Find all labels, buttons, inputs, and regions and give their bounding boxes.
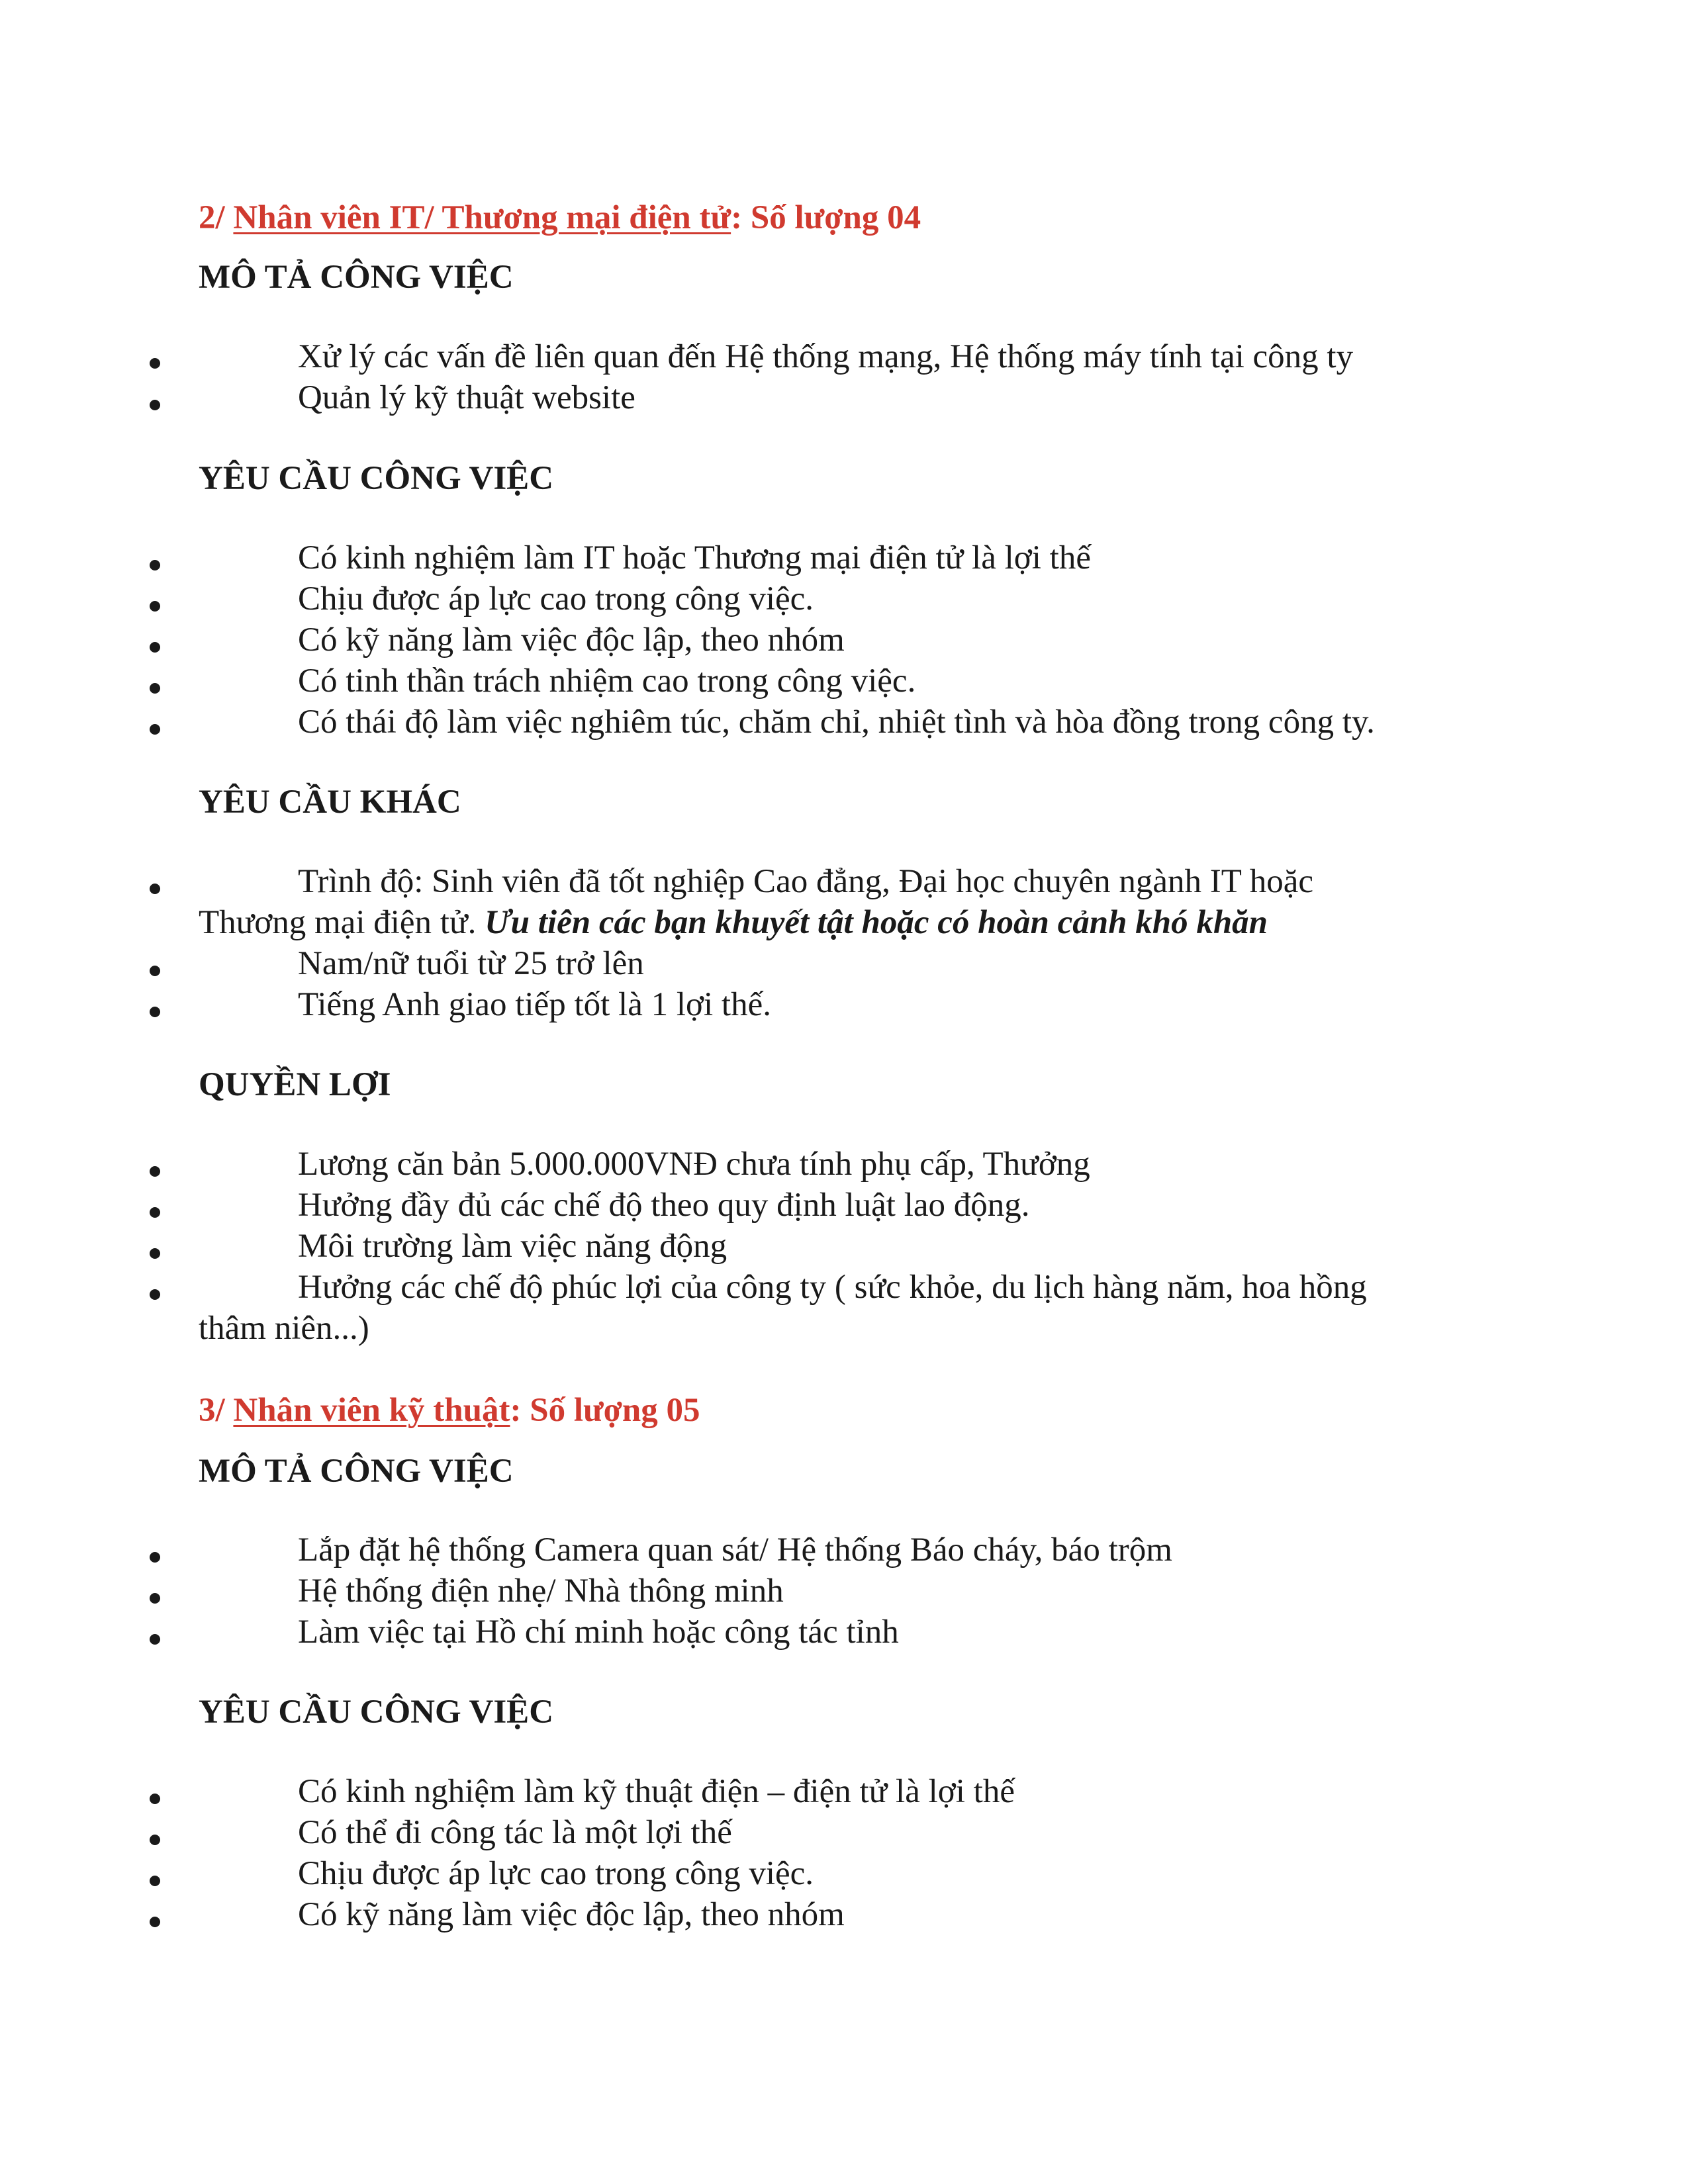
job3-requirement-item: Có thể đi công tác là một lợi thế xyxy=(298,1814,732,1851)
job2-description-item: Xử lý các vấn đề liên quan đến Hệ thống mạng, Hệ thống máy tính tại công ty xyxy=(298,338,1354,375)
job2-benefit-item: Lương căn bản 5.000.000VNĐ chưa tính phụ cấp, Thưởng xyxy=(298,1146,1090,1183)
job2-other-item-line2 xyxy=(199,903,1268,942)
job3-description-item: Hệ thống điện nhẹ/ Nhà thông minh xyxy=(298,1572,784,1610)
job3-requirement-item: Có kinh nghiệm làm kỹ thuật điện – điện tử là lợi thế xyxy=(298,1773,1015,1810)
bullet xyxy=(150,1207,160,1218)
bullet xyxy=(150,601,160,612)
job2-requirements-title: YÊU CẦU CÔNG VIỆC xyxy=(199,460,554,497)
bullet xyxy=(150,966,160,976)
job2-quantity: : Số lượng 04 xyxy=(731,199,921,236)
bullet xyxy=(150,642,160,653)
job3-requirement-item: Có kỹ năng làm việc độc lập, theo nhóm xyxy=(298,1896,845,1933)
job2-heading xyxy=(199,199,921,237)
bullet xyxy=(150,1835,160,1845)
bullet xyxy=(150,1289,160,1300)
job3-number: 3/ xyxy=(199,1392,225,1429)
bullet xyxy=(150,1552,160,1563)
job2-requirement-item: Có kỹ năng làm việc độc lập, theo nhóm xyxy=(298,621,845,659)
job2-number: 2/ xyxy=(199,199,225,236)
job2-benefit-item: Hưởng đầy đủ các chế độ theo quy định luật lao động. xyxy=(298,1187,1030,1224)
job2-benefits-title: QUYỀN LỢI xyxy=(199,1066,391,1103)
job2-benefit-item: Môi trường làm việc năng động xyxy=(298,1228,727,1265)
job2-benefit-item-line1: Hưởng các chế độ phúc lợi của công ty ( sức khỏe, du lịch hàng năm, hoa hồng xyxy=(298,1269,1367,1306)
job2-benefit-item-line2: thâm niên...) xyxy=(199,1310,369,1347)
job2-other-item-emphasis: Ưu tiên các bạn khuyết tật hoặc có hoàn cảnh khó khăn xyxy=(485,904,1268,941)
job2-requirement-item: Chịu được áp lực cao trong công việc. xyxy=(298,580,814,617)
job2-other-title: YÊU CẦU KHÁC xyxy=(199,784,461,821)
job3-description-title: MÔ TẢ CÔNG VIỆC xyxy=(199,1453,514,1490)
job2-requirement-item: Có tinh thần trách nhiệm cao trong công việc. xyxy=(298,662,916,700)
job2-description-title: MÔ TẢ CÔNG VIỆC xyxy=(199,259,514,296)
job3-title: Nhân viên kỹ thuật xyxy=(233,1392,510,1429)
job2-other-item: Nam/nữ tuổi từ 25 trở lên xyxy=(298,945,644,982)
job3-requirements-title: YÊU CẦU CÔNG VIỆC xyxy=(199,1694,554,1731)
bullet xyxy=(150,358,160,369)
job3-description-item: Làm việc tại Hồ chí minh hoặc công tác tỉnh xyxy=(298,1614,899,1651)
job2-other-item-line1: Trình độ: Sinh viên đã tốt nghiệp Cao đẳng, Đại học chuyên ngành IT hoặc xyxy=(298,863,1314,900)
job3-requirement-item: Chịu được áp lực cao trong công việc. xyxy=(298,1855,814,1892)
job2-description-item: Quản lý kỹ thuật website xyxy=(298,379,635,416)
bullet xyxy=(150,1634,160,1645)
bullet xyxy=(150,400,160,410)
bullet xyxy=(150,1794,160,1804)
job3-description-item: Lắp đặt hệ thống Camera quan sát/ Hệ thống Báo cháy, báo trộm xyxy=(298,1531,1172,1569)
bullet xyxy=(150,724,160,735)
job2-requirement-item: Có kinh nghiệm làm IT hoặc Thương mại điện tử là lợi thế xyxy=(298,539,1091,576)
bullet xyxy=(150,884,160,894)
job2-requirement-item: Có thái độ làm việc nghiêm túc, chăm chỉ, nhiệt tình và hòa đồng trong công ty. xyxy=(298,704,1375,741)
bullet xyxy=(150,683,160,694)
job2-other-item-text: Thương mại điện tử. xyxy=(199,904,477,941)
job3-quantity: : Số lượng 05 xyxy=(510,1392,700,1429)
bullet xyxy=(150,560,160,570)
job2-other-item: Tiếng Anh giao tiếp tốt là 1 lợi thế. xyxy=(298,986,771,1023)
bullet xyxy=(150,1166,160,1177)
job3-heading xyxy=(199,1391,700,1430)
job2-title: Nhân viên IT/ Thương mại điện tử xyxy=(233,199,731,236)
bullet xyxy=(150,1917,160,1927)
bullet xyxy=(150,1593,160,1604)
bullet xyxy=(150,1007,160,1017)
bullet xyxy=(150,1876,160,1886)
bullet xyxy=(150,1248,160,1259)
